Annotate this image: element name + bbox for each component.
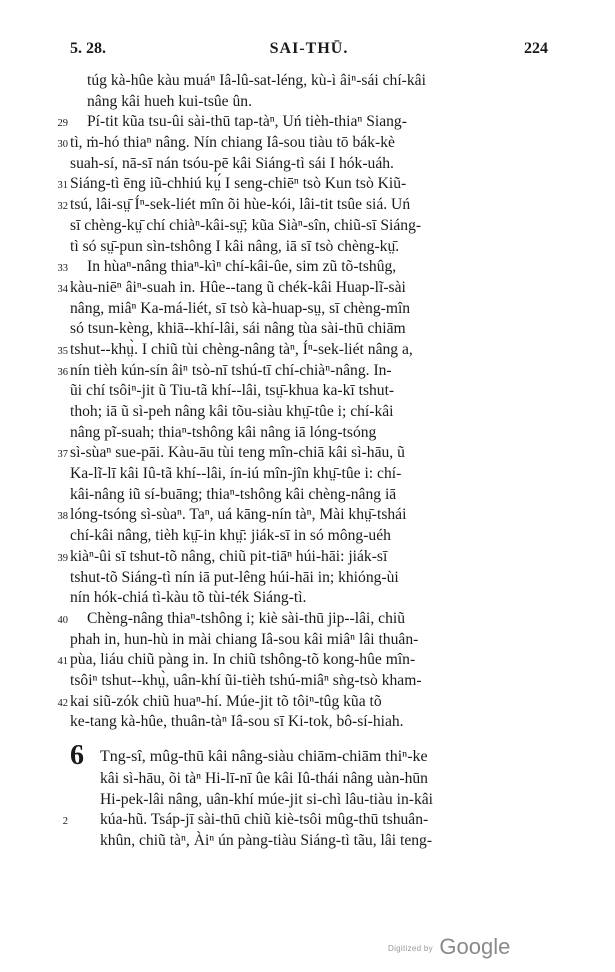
- text-line: [70, 216, 556, 237]
- page-header: [70, 40, 548, 62]
- chapter-verse-ref: 5. 28.: [70, 40, 106, 57]
- text-line: [70, 485, 556, 506]
- line-text: In hùaⁿ-nâng thiaⁿ-kìⁿ chí-kâi-ûe, sim zũ tõ-tshûg,: [87, 258, 397, 276]
- text-line: [70, 568, 556, 589]
- line-text: chí-kâi nâng, tièh kṳ̄-in khṳ̄: jiák-sī in só mông-uéh: [70, 527, 391, 545]
- line-text: phah in, hun-hù in mài chiang Iâ-sou kâi miâⁿ lâi thuân-: [70, 630, 419, 648]
- google-logo: Google: [439, 934, 511, 959]
- text-line: [70, 154, 556, 175]
- text-line: [70, 526, 556, 547]
- line-text: ke-tang kà-hûe, thuân-tàⁿ Iâ-sou sī Ki-tok, bô-sí-hiah.: [70, 713, 404, 731]
- page-number: 224: [524, 40, 548, 57]
- line-text: nâng kâi hueh kui-tsûe ûn.: [87, 92, 252, 110]
- line-text: lóng-tsóng sì-sùaⁿ. Taⁿ, uá kāng-nín tàⁿ, Mài khṳ̄-tshái: [70, 506, 407, 524]
- text-line: [70, 588, 556, 609]
- line-text: tì, ṁ-hó thiaⁿ nâng. Nín chiang Iâ-sou tiàu tō bák-kè: [70, 134, 395, 152]
- text-line: [70, 299, 556, 320]
- verse-number: 36: [57, 366, 68, 378]
- verse-number: 32: [57, 201, 68, 213]
- line-text: nâng pĩ-suah; thiaⁿ-tshông kâi nâng iā lóng-tsóng: [70, 423, 377, 441]
- verse-number: 38: [57, 511, 68, 523]
- line-text: kâi-nâng iũ sí-buāng; thiaⁿ-tshông kâi chèng-nâng iā: [70, 485, 397, 503]
- line-text: thoh; iā ũ sì-peh nâng kâi tõu-siàu khṳ̄-tûe i; chí-kâi: [70, 403, 394, 420]
- chapter-opening-text: Tng-sî, mûg-thū kâi nâng-siàu chiām-chiām thiⁿ-ke: [100, 748, 428, 765]
- line-text: kâi sì-hāu, õi tàⁿ Hi-lī-nī ûe kâi Iû-thái nâng uàn-hūn: [100, 770, 428, 787]
- line-text: ũi chí tsôiⁿ-jit ũ Tiu-tã khí--lâi, tsṳ̄-khua ka-kī tshut-: [70, 382, 395, 400]
- text-line: [70, 630, 556, 651]
- chapter-6-text: [62, 769, 556, 852]
- text-line: [57, 112, 556, 133]
- verse-number: 37: [57, 449, 68, 461]
- chapter-5-text: [57, 71, 556, 733]
- line-text: nâng, miâⁿ Ka-má-liét, sī tsò kà-huap-sṳ, sī chèng-mîn: [70, 299, 411, 317]
- text-line: [70, 71, 556, 92]
- line-text: tsú, lâi-sṳ̄ Íⁿ-sek-liét mîn õi hùe-kói, lâi-tit tsûe siá. Uń: [70, 196, 411, 214]
- line-text: sì-sùaⁿ sue-pāi. Kàu-āu tùi teng mîn-chiā kâi sì-hāu, ũ: [70, 444, 405, 462]
- line-text: só tsun-kèng, khiā--khí-lâi, sái nâng tùa sài-thū chiām: [70, 320, 406, 338]
- text-line: [57, 609, 556, 630]
- text-line: [57, 692, 556, 713]
- text-line: [57, 340, 556, 361]
- line-text: pùa, liáu chiũ pàng in. In chiũ tshông-tõ kong-hûe mîn-: [70, 651, 416, 669]
- line-text: túg kà-hûe kàu muáⁿ Iâ-lû-sat-léng, kù-ì âiⁿ-sái chí-kâi: [87, 72, 426, 89]
- verse-number: 40: [57, 614, 68, 626]
- text-line: [57, 443, 556, 464]
- text-line: [70, 423, 556, 444]
- line-text: Ka-lĩ-lī kâi Iû-tã khí--lâi, ín-iú mîn-jîn khṳ̄-tûe i: chí-: [70, 465, 402, 483]
- text-line: [70, 237, 556, 258]
- text-line: [70, 769, 556, 790]
- verse-number: 42: [57, 697, 68, 709]
- text-line: [70, 464, 556, 485]
- line-text: Siáng-tì ēng iũ-chhiú kṳ́ I seng-chiēⁿ tsò Kun tsò Kiũ-: [70, 175, 407, 193]
- verse-number: 39: [57, 552, 68, 564]
- verse-number: 29: [57, 118, 68, 130]
- line-text: khûn, chiũ tàⁿ, Àiⁿ ún pàng-tiàu Siáng-tì tãu, lâi teng-: [100, 832, 433, 850]
- verse-number: 31: [57, 180, 68, 192]
- text-line: [57, 133, 556, 154]
- verse-number: 35: [57, 345, 68, 357]
- text-line: [57, 195, 556, 216]
- text-line: [57, 505, 556, 526]
- line-text: nín tièh kún-sín âiⁿ tsò-nī tshú-tī chí-chiàⁿ-nâng. In-: [70, 361, 392, 379]
- digitized-label: Digitized by: [388, 944, 433, 953]
- text-line: [57, 278, 556, 299]
- line-text: kiàⁿ-ûi sī tshut-tõ nâng, chiũ pit-tiāⁿ húi-hāi: jiák-sī: [70, 547, 388, 565]
- text-line: [70, 402, 556, 423]
- verse-number: 34: [57, 283, 68, 295]
- text-line: [57, 547, 556, 568]
- text-block: [57, 71, 556, 852]
- line-text: tshut--khṳ̀. I chiũ tùi chèng-nâng tàⁿ, Íⁿ-sek-liét nâng a,: [70, 340, 413, 358]
- text-line: [70, 381, 556, 402]
- line-text: tshut-tõ Siáng-tì nín iā put-lêng húi-hāi in; khióng-ùi: [70, 568, 399, 586]
- text-line: [70, 712, 556, 733]
- line-text: Hi-pek-lâi nâng, uân-khí múe-jit si-chì lâu-tiàu in-kâi: [100, 790, 433, 808]
- line-text: kai siũ-zók chiũ huaⁿ-hí. Múe-jit tõ tôiⁿ-tûg kũa tõ: [70, 692, 382, 710]
- chapter-gap: [70, 733, 556, 747]
- chapter-6-first-line: [70, 740, 556, 771]
- text-line: [70, 92, 556, 113]
- text-line: [57, 361, 556, 382]
- line-text: tì só sṳ̄-pun sìn-tshông I kâi nâng, iā sī tsò chèng-kṳ̄.: [70, 237, 400, 255]
- line-text: nín hók-chiá tì-kàu tõ tùi-ték Siáng-tì.: [70, 589, 307, 607]
- line-text: Pí-tit kũa tsu-ûi sài-thū tap-tàⁿ, Uń tièh-thiaⁿ Siang-: [87, 113, 407, 131]
- line-text: Chèng-nâng thiaⁿ-tshông i; kiè sài-thū jip--lâi, chiũ: [87, 609, 406, 627]
- text-line: [70, 319, 556, 340]
- text-line: [62, 810, 556, 831]
- line-text: kúa-hũ. Tsáp-jī sài-thū chiũ kiè-tsôi mûg-thū tshuân-: [100, 811, 429, 829]
- text-line: [57, 257, 556, 278]
- verse-number: 2: [62, 816, 68, 828]
- text-line: [57, 650, 556, 671]
- running-title: SAI-THŪ.: [269, 40, 349, 57]
- verse-number: 30: [57, 139, 68, 151]
- text-line: [57, 174, 556, 195]
- chapter-number: 6: [70, 740, 84, 771]
- verse-number: 41: [57, 656, 68, 668]
- line-text: kàu-niēⁿ âiⁿ-suah in. Hûe--tang ũ chék-kâi Huap-lĩ-sài: [70, 278, 406, 296]
- text-line: [70, 790, 556, 811]
- digitized-watermark: [388, 934, 510, 960]
- line-text: suah-sí, nā-sī nán tsóu-pē kâi Siáng-tì sái I hók-uáh.: [70, 154, 394, 172]
- line-text: tsôiⁿ tshut--khṳ̀, uân-khí ũi-tièh tshú-miâⁿ sǹg-tsò kham-: [70, 671, 422, 689]
- text-line: [70, 671, 556, 692]
- line-text: sī chèng-kṳ̄ chí chiàⁿ-kâi-sṳ̄; kũa Siàⁿ-sîn, chiũ-sī Siáng-: [70, 216, 422, 234]
- verse-number: 33: [57, 263, 68, 275]
- text-line: [70, 831, 556, 852]
